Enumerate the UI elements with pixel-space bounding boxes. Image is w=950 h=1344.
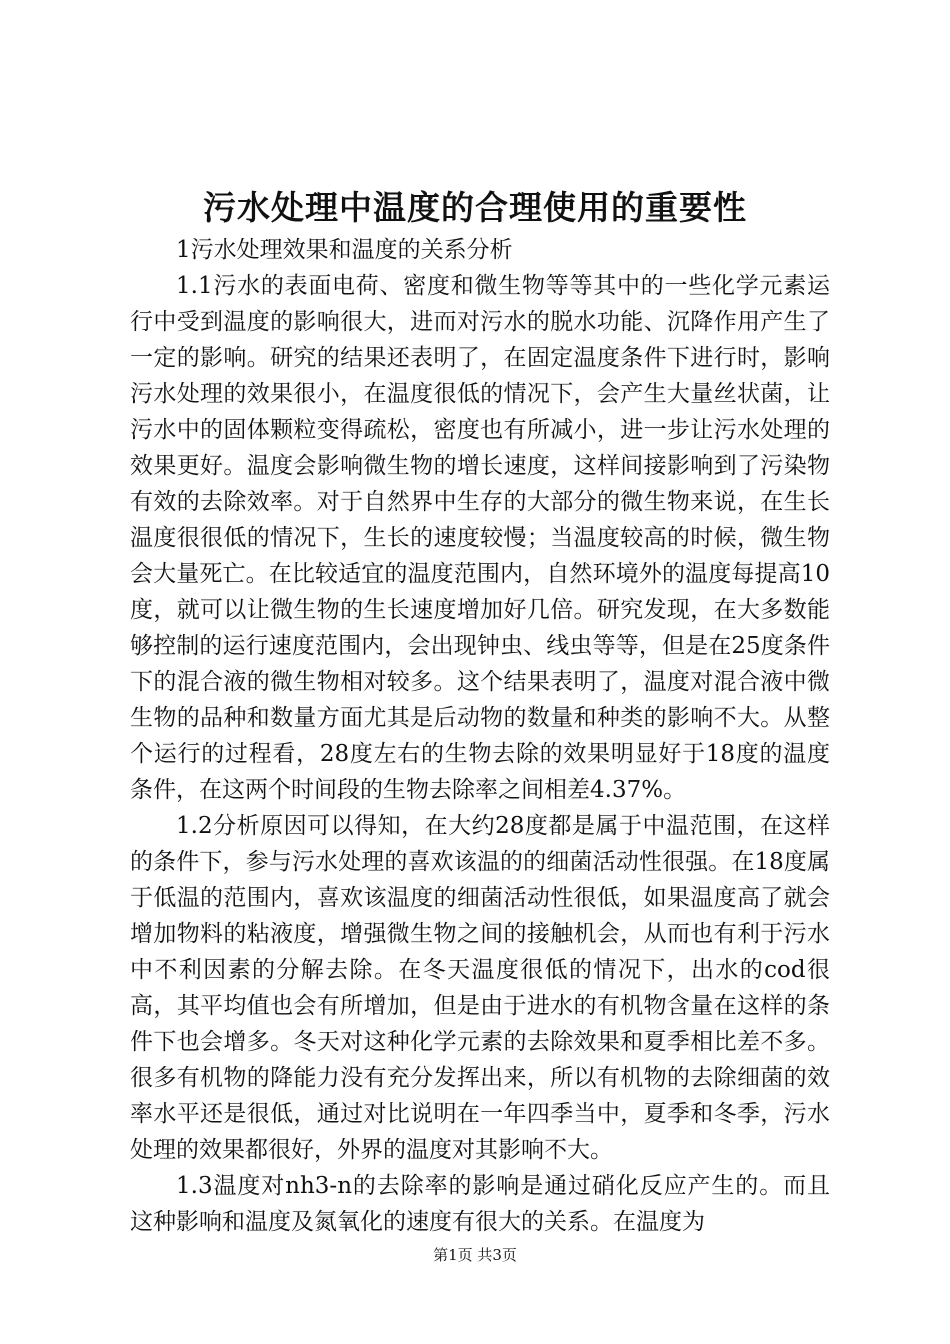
paragraph-1-2: 1.2分析原因可以得知，在大约28度都是属于中温范围，在这样的条件下，参与污水处理的喜欢该温的的细菌活动性很强。在18度属于低温的范围内，喜欢该温度的细菌活动性很低，如果温度高了就会增加物料的粘液度，增强微生物之间的接触机会，从而也有利于污水中不利因素的分解去除。在冬天温度很低的情况下，出水的cod很高，其平均值也会有所增加，但是由于进水的有机物含量在这样的条件下也会增多。冬天对这种化学元素的去除效果和夏季相比差不多。很多有机物的降能力没有充分发挥出来，所以有机物的去除细菌的效率水平还是很低，通过对比说明在一年四季当中，夏季和冬季，污水处理的效果都很好，外界的温度对其影响不大。	[130, 813, 830, 1163]
paragraph-1-1: 1.1污水的表面电荷、密度和微生物等等其中的一些化学元素运行中受到温度的影响很大，进而对污水的脱水功能、沉降作用产生了一定的影响。研究的结果还表明了，在固定温度条件下进行时，影响污水处理的效果很小，在温度很低的情况下，会产生大量丝状菌，让污水中的固体颗粒变得疏松，密度也有所减小，进一步让污水处理的效果更好。温度会影响微生物的增长速度，这样间接影响到了污染物有效的去除效率。对于自然界中生存的大部分的微生物来说，在生长温度很很低的情况下，生长的速度较慢；当温度较高的时候，微生物会大量死亡。在比较适宜的温度范围内，自然环境外的温度每提高10度，就可以让微生物的生长速度增加好几倍。研究发现，在大多数能够控制的运行速度范围内，会出现钟虫、线虫等等，但是在25度条件下的混合液的微生物相对较多。这个结果表明了，温度对混合液中微生物的品种和数量方面尤其是后动物的数量和种类的影响不大。从整个运行的过程看，28度左右的生物去除的效果明显好于18度的温度条件，在这两个时间段的生物去除率之间相差4.37%。	[130, 273, 830, 803]
page-number-footer: 第1页 共3页	[433, 1246, 517, 1264]
paragraph-1-3: 1.3温度对nh3-n的去除率的影响是通过硝化反应产生的。而且这种影响和温度及氮氧化的速度有很大的关系。在温度为	[130, 1173, 830, 1235]
document-title: 污水处理中温度的合理使用的重要性	[203, 188, 747, 227]
section-heading: 1污水处理效果和温度的关系分析	[176, 237, 513, 263]
document-body	[130, 232, 830, 1240]
